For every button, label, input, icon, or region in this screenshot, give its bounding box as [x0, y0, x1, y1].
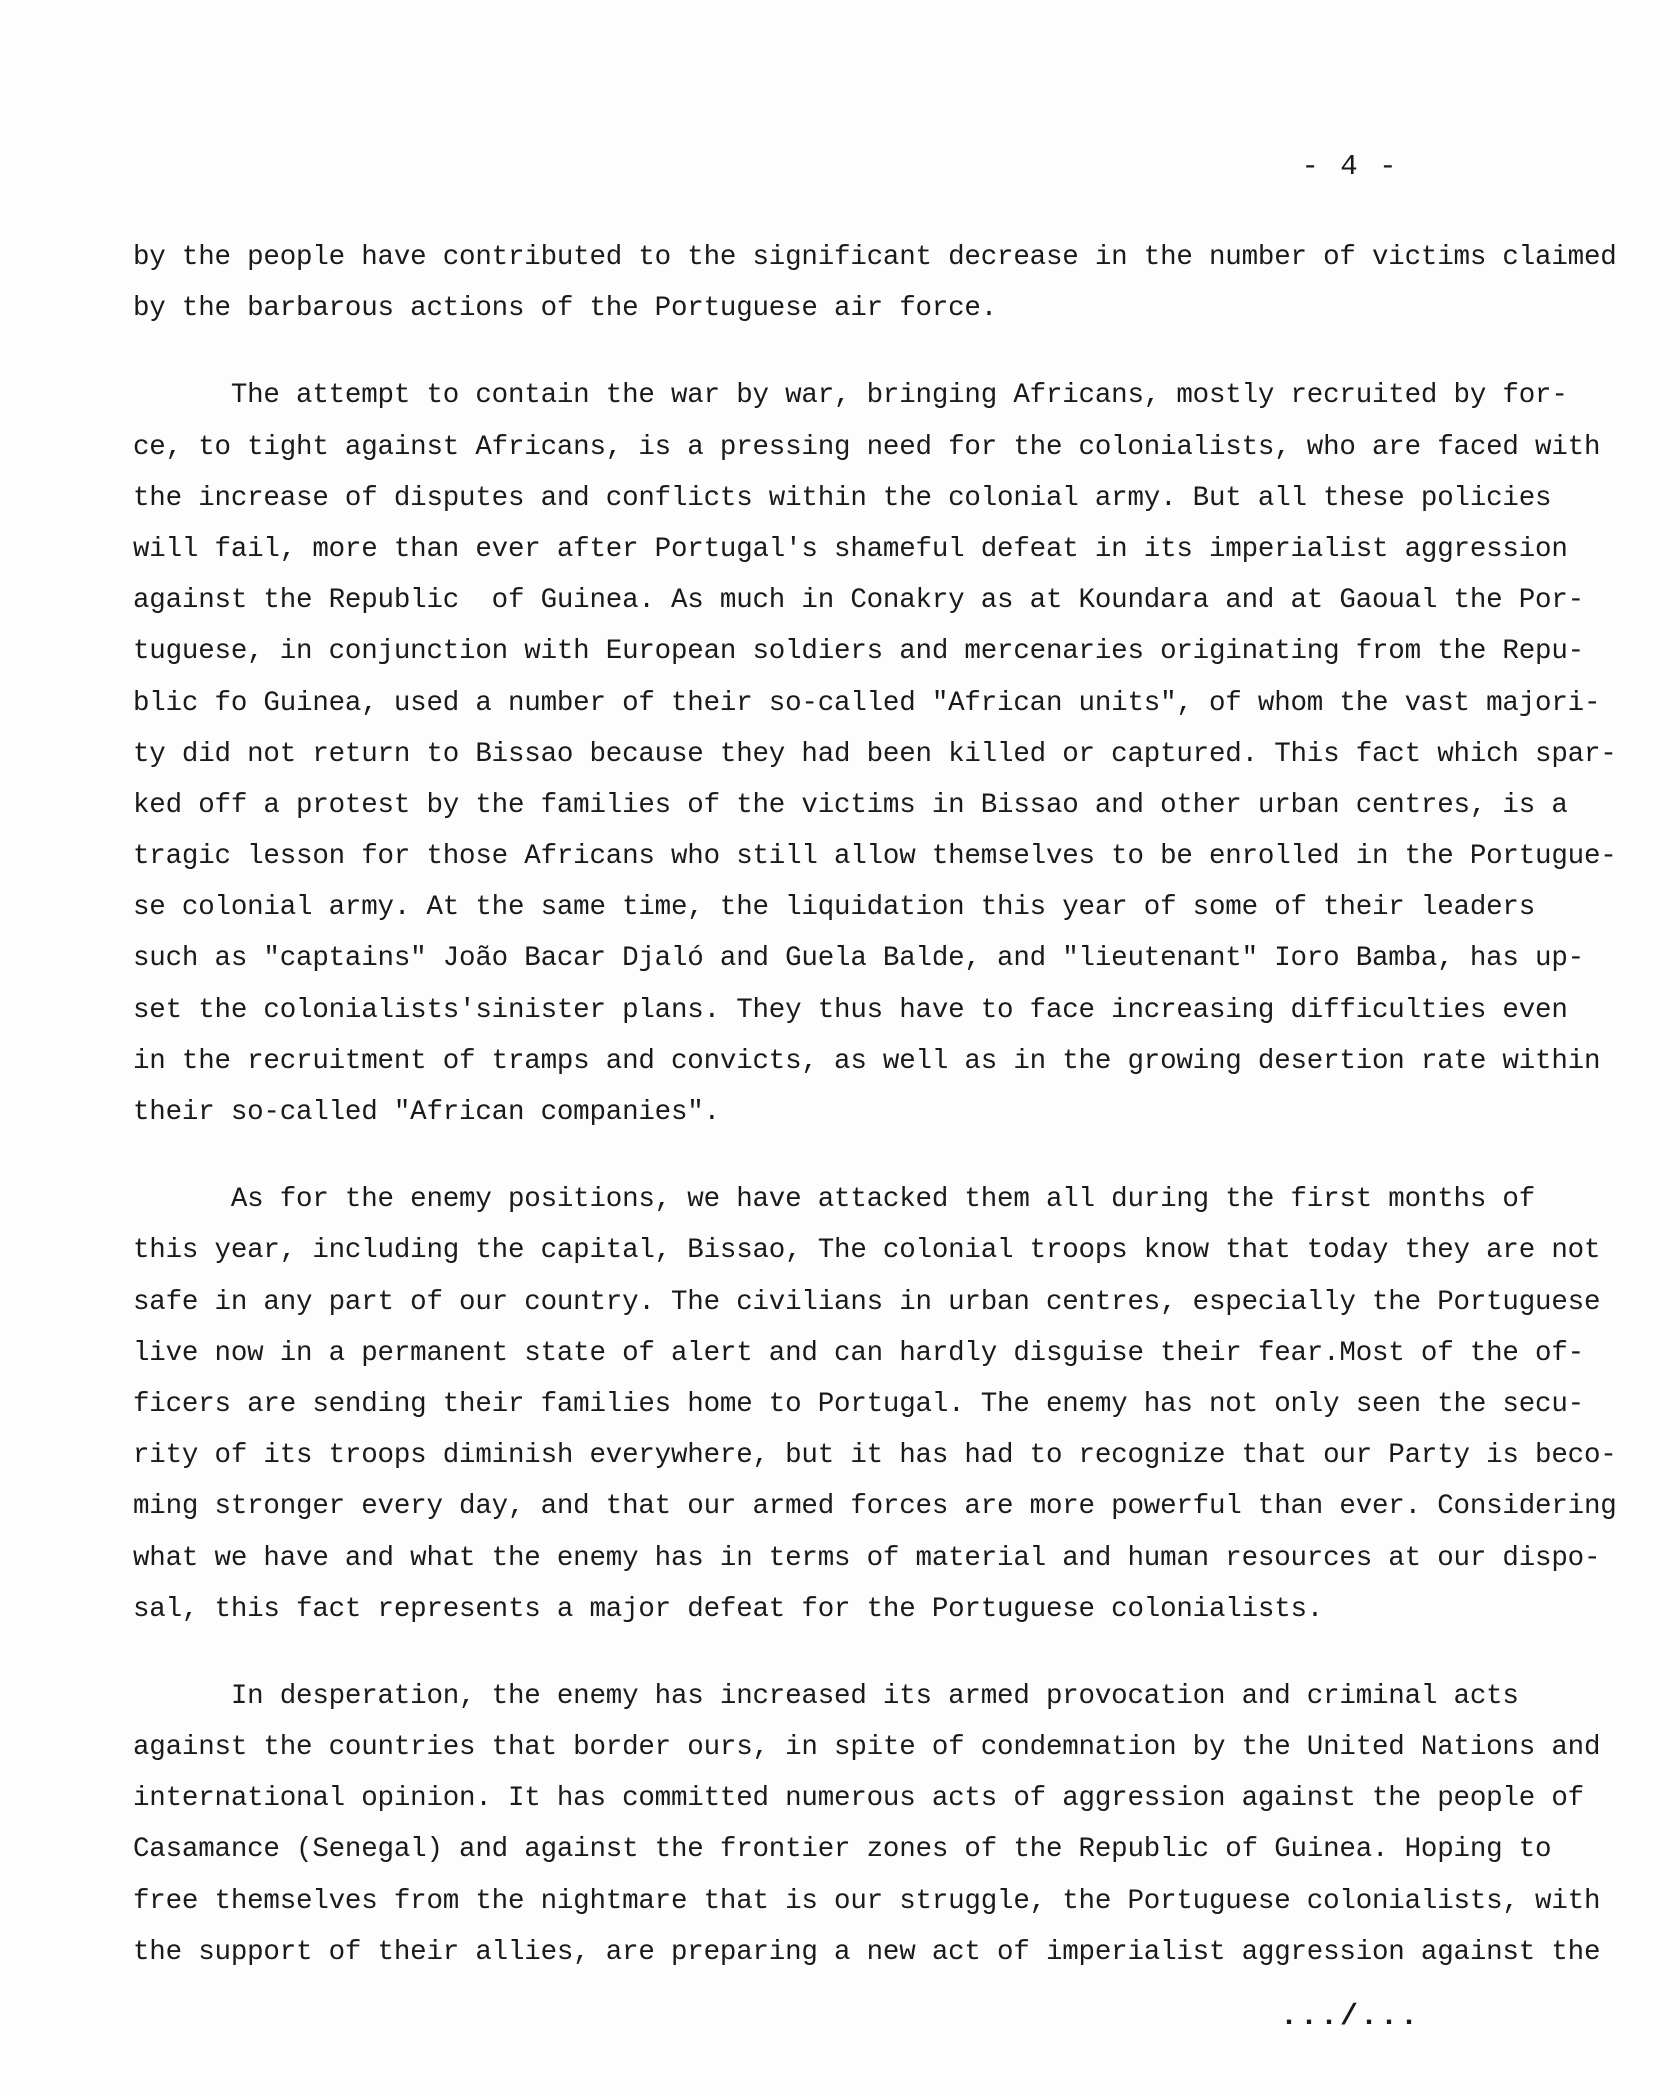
text-line: against the Republic of Guinea. As much in Conakry as at Koundara and at Gaoual the Por- — [133, 585, 1584, 617]
text-line: ked off a protest by the families of the victims in Bissao and other urban centres, is a — [133, 789, 1568, 821]
paragraph-2 — [133, 370, 1617, 1138]
text-line: what we have and what the enemy has in terms of material and human resources at our dispo- — [133, 1542, 1601, 1574]
text-line: se colonial army. At the same time, the liquidation this year of some of their leaders — [133, 892, 1536, 924]
text-line: against the countries that border ours, in spite of condemnation by the United Nations and — [133, 1732, 1601, 1764]
text-line: tragic lesson for those Africans who still allow themselves to be enrolled in the Portugue- — [133, 841, 1617, 873]
text-line: international opinion. It has committed numerous acts of aggression against the people of — [133, 1783, 1584, 1815]
continuation-mark: .../... — [1280, 2000, 1421, 2034]
text-line: The attempt to contain the war by war, bringing Africans, mostly recruited by for- — [133, 380, 1568, 412]
text-line: the support of their allies, are preparing a new act of imperialist aggression against the — [133, 1936, 1601, 1968]
text-line: safe in any part of our country. The civilians in urban centres, especially the Portuguese — [133, 1286, 1601, 1318]
body-text — [133, 232, 1617, 1978]
text-line: sal, this fact represents a major defeat for the Portuguese colonialists. — [133, 1593, 1324, 1625]
text-line: As for the enemy positions, we have attacked them all during the first months of — [133, 1184, 1536, 1216]
text-line: in the recruitment of tramps and convicts, as well as in the growing desertion rate within — [133, 1045, 1601, 1077]
text-line: set the colonialists'sinister plans. They thus have to face increasing difficulties even — [133, 994, 1568, 1026]
text-line: Casamance (Senegal) and against the frontier zones of the Republic of Guinea. Hoping to — [133, 1834, 1552, 1866]
text-line: their so-called "African companies". — [133, 1097, 720, 1128]
paragraph-3 — [133, 1174, 1617, 1635]
text-line: this year, including the capital, Bissao, The colonial troops know that today they are not — [133, 1235, 1601, 1267]
text-line: by the barbarous actions of the Portuguese air force. — [133, 293, 998, 325]
text-line: ming stronger every day, and that our armed forces are more powerful than ever. Considering — [133, 1491, 1617, 1523]
text-line: live now in a permanent state of alert and can hardly disguise their fear.Most of the of- — [133, 1337, 1584, 1369]
text-line: ty did not return to Bissao because they had been killed or captured. This fact which spar- — [133, 738, 1617, 770]
paragraph-1 — [133, 232, 1617, 334]
page-number: - 4 - — [1301, 150, 1399, 183]
text-line: the increase of disputes and conflicts within the colonial army. But all these policies — [133, 482, 1552, 514]
text-line: rity of its troops diminish everywhere, but it has had to recognize that our Party is beco- — [133, 1440, 1617, 1472]
text-line: will fail, more than ever after Portugal's shameful defeat in its imperialist aggression — [133, 533, 1568, 565]
text-line: blic fo Guinea, used a number of their so-called "African units", of whom the vast majori- — [133, 687, 1601, 719]
text-line: tuguese, in conjunction with European soldiers and mercenaries originating from the Repu- — [133, 636, 1584, 668]
text-line: In desperation, the enemy has increased its armed provocation and criminal acts — [133, 1680, 1519, 1712]
text-line: free themselves from the nightmare that is our struggle, the Portuguese colonialists, with — [133, 1885, 1601, 1917]
text-line: by the people have contributed to the significant decrease in the number of victims claimed — [133, 242, 1617, 273]
paragraph-4 — [133, 1671, 1601, 1978]
text-line: ficers are sending their families home to Portugal. The enemy has not only seen the secu- — [133, 1388, 1584, 1420]
text-line: ce, to tight against Africans, is a pressing need for the colonialists, who are faced with — [133, 431, 1601, 463]
text-line: such as "captains" João Bacar Djaló and Guela Balde, and "lieutenant" Ioro Bamba, has up- — [133, 943, 1584, 975]
